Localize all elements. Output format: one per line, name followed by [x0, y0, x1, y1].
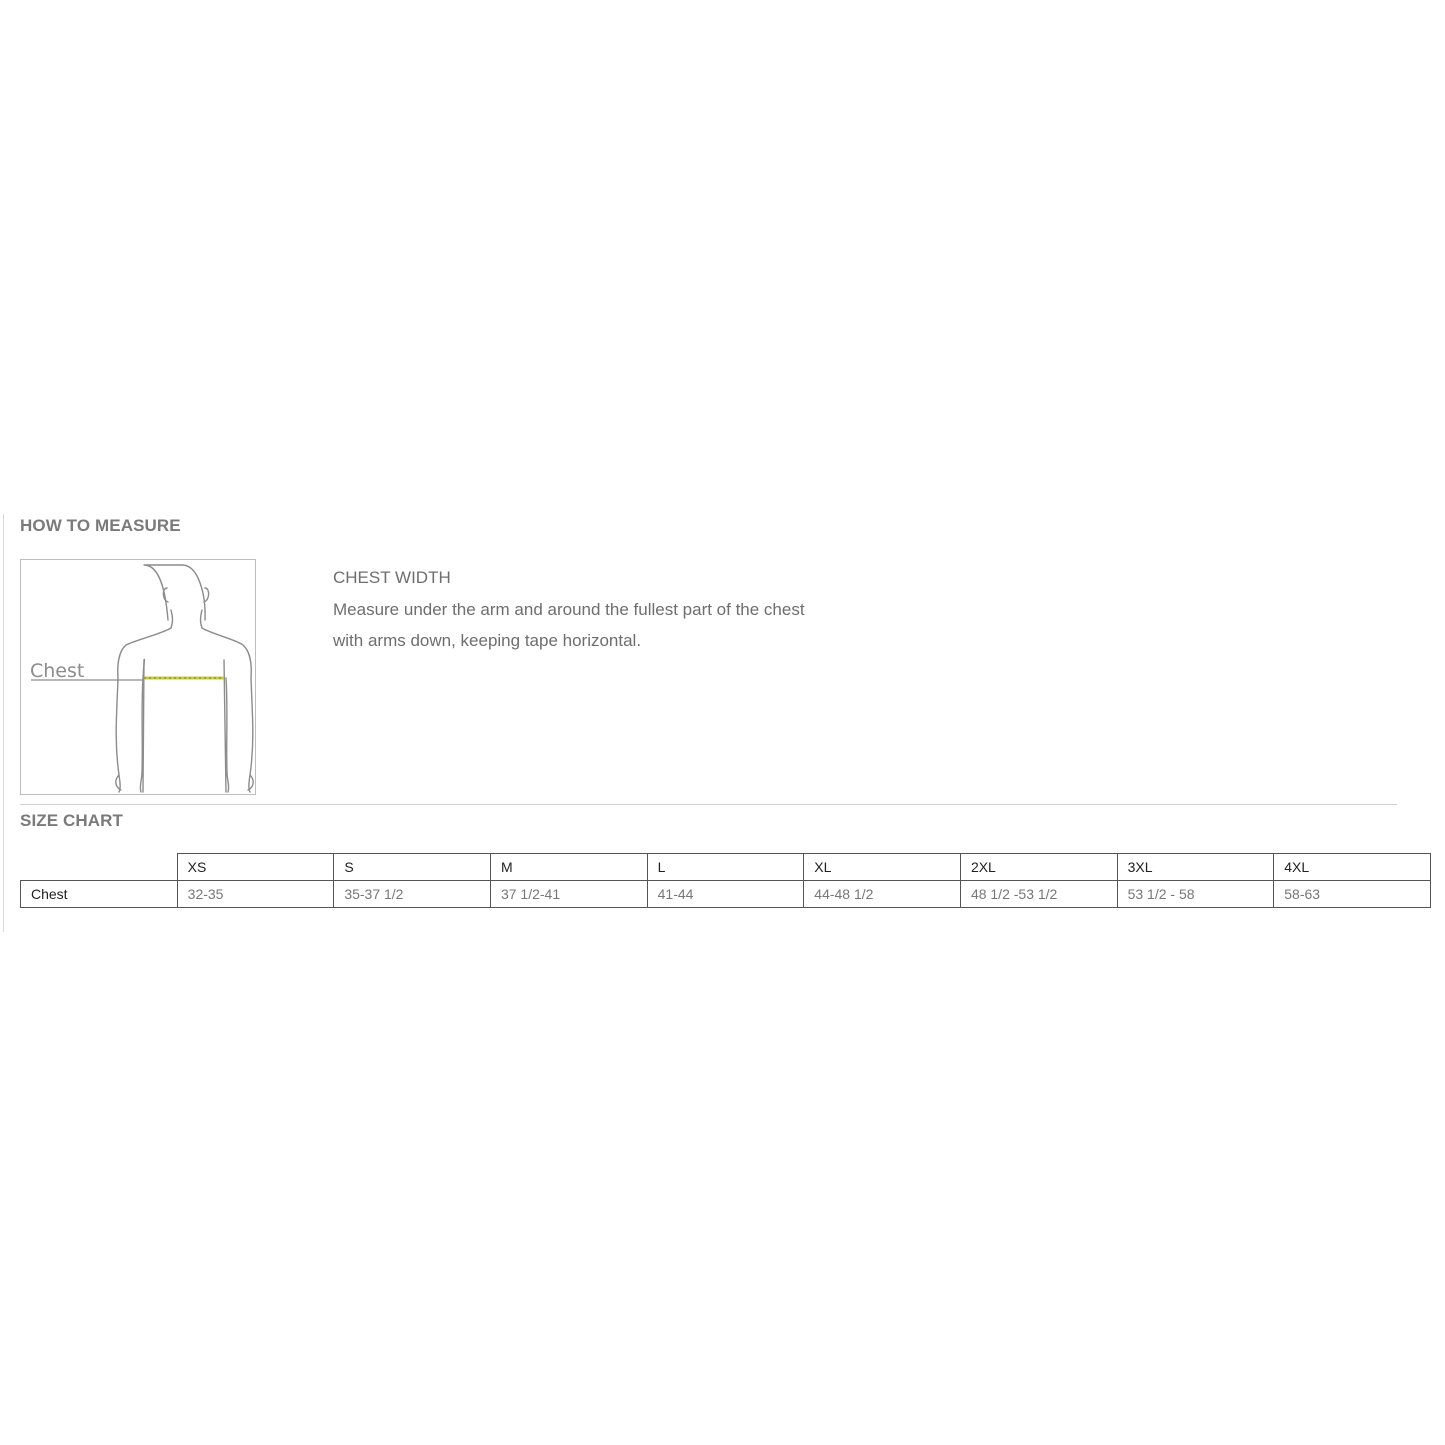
instruction-title: CHEST WIDTH — [333, 568, 451, 587]
how-to-measure-heading: HOW TO MEASURE — [20, 516, 181, 535]
row-label-chest: Chest — [21, 881, 178, 908]
empty-corner-cell — [21, 854, 178, 881]
chest-value-m: 37 1/2-41 — [490, 881, 647, 908]
chest-value-l: 41-44 — [647, 881, 804, 908]
chest-value-2xl: 48 1/2 -53 1/2 — [960, 881, 1117, 908]
body-outline-figure — [21, 560, 255, 794]
table-row-chest — [21, 881, 1431, 908]
size-header-xl: XL — [804, 854, 961, 881]
size-chart-heading: SIZE CHART — [20, 811, 123, 830]
chest-value-xs: 32-35 — [177, 881, 334, 908]
size-header-row — [21, 854, 1431, 881]
chest-measure-illustration — [20, 559, 256, 795]
size-header-l: L — [647, 854, 804, 881]
chest-value-xl: 44-48 1/2 — [804, 881, 961, 908]
size-header-s: S — [334, 854, 491, 881]
left-border-rule — [3, 514, 4, 932]
instruction-line-1: Measure under the arm and around the fullest part of the chest — [333, 599, 805, 619]
chest-value-3xl: 53 1/2 - 58 — [1117, 881, 1274, 908]
size-chart-table — [20, 853, 1431, 908]
size-header-2xl: 2XL — [960, 854, 1117, 881]
chest-value-s: 35-37 1/2 — [334, 881, 491, 908]
chest-value-4xl: 58-63 — [1274, 881, 1431, 908]
size-header-m: M — [490, 854, 647, 881]
size-header-xs: XS — [177, 854, 334, 881]
size-header-4xl: 4XL — [1274, 854, 1431, 881]
chest-figure-label: Chest — [30, 660, 85, 682]
section-divider — [20, 804, 1397, 805]
size-header-3xl: 3XL — [1117, 854, 1274, 881]
instruction-line-2: with arms down, keeping tape horizontal. — [333, 631, 642, 650]
measure-instructions — [333, 562, 853, 657]
